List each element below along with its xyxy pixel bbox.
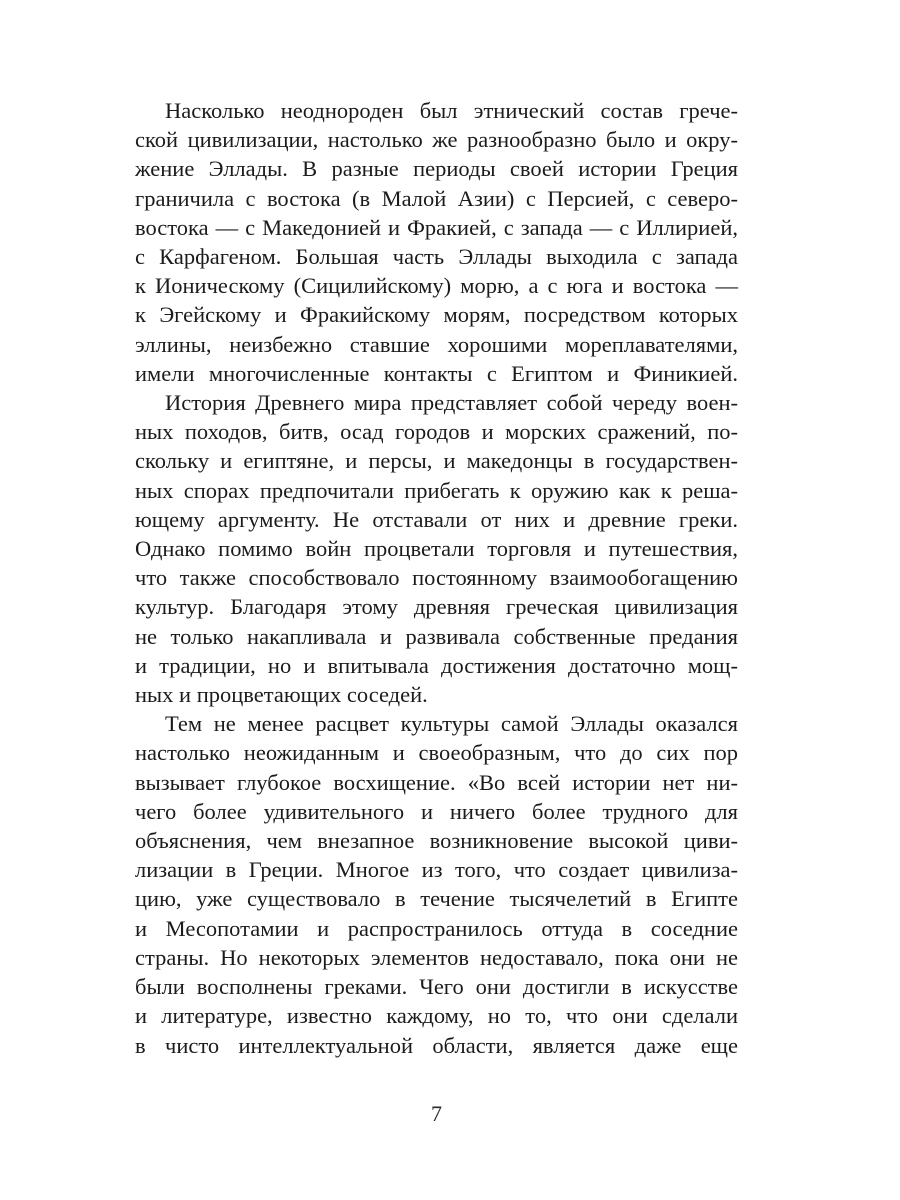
text-line: что также способствовало постоянному взаимообогащению	[135, 565, 738, 591]
text-line: лизации в Греции. Многое из того, что создает цивилиза-	[135, 857, 738, 883]
text-line: с Карфагеном. Большая часть Эллады выходила с запада	[135, 244, 738, 270]
text-line: к Эгейскому и Фракийскому морям, посредством которых	[135, 302, 738, 328]
text-line: и традиции, но и впитывала достижения достаточно мощ-	[135, 652, 738, 678]
text-line: настолько неожиданным и своеобразным, что до сих пор	[135, 740, 738, 766]
paragraph	[135, 388, 738, 709]
text-column	[135, 96, 738, 1060]
text-line: История Древнего мира представляет собой череду воен-	[165, 390, 738, 416]
text-line: ской цивилизации, настолько же разнообразно было и окру-	[135, 127, 738, 153]
text-line: Однако помимо войн процветали торговля и путешествия,	[135, 536, 738, 562]
page-number: 7	[431, 1101, 442, 1126]
text-line: Насколько неоднороден был этнический состав грече-	[165, 98, 738, 123]
text-line: имели многочисленные контакты с Египтом и Финикией.	[135, 360, 738, 386]
text-line: граничила с востока (в Малой Азии) с Персией, с северо-	[135, 185, 738, 211]
text-line: цию, уже существовало в течение тысячелетий в Египте	[135, 886, 738, 912]
text-line: вызывает глубокое восхищение. «Во всей истории нет ни-	[135, 769, 738, 795]
text-line: объяснения, чем внезапное возникновение высокой циви-	[135, 828, 738, 854]
text-line: культур. Благодаря этому древняя греческая цивилизация	[135, 594, 738, 620]
text-line: востока — с Македонией и Фракией, с запада — с Иллирией,	[135, 214, 738, 240]
text-line: и литературе, известно каждому, но то, что они сделали	[135, 1003, 738, 1029]
text-line: ющему аргументу. Не отставали от них и древние греки.	[135, 506, 738, 532]
text-line: не только накапливала и развивала собственные предания	[135, 623, 738, 649]
text-line: ных и процветающих соседей.	[135, 682, 428, 708]
text-line: были восполнены греками. Чего они достигли в искусстве	[135, 974, 738, 1000]
text-line: ных походов, битв, осад городов и морских сражений, по-	[135, 419, 738, 445]
text-line: скольку и египтяне, и персы, и македонцы в государствен-	[135, 448, 738, 474]
text-line: эллины, неизбежно ставшие хорошими мореплавателями,	[135, 331, 738, 357]
paragraph	[135, 709, 738, 1059]
text-line: к Ионическому (Сицилийскому) морю, а с юга и востока —	[135, 273, 738, 299]
text-line: жение Эллады. В разные периоды своей истории Греция	[135, 156, 738, 182]
text-line: в чисто интеллектуальной области, является даже еще	[135, 1032, 738, 1058]
text-line: чего более удивительного и ничего более трудного для	[135, 798, 738, 824]
text-line: страны. Но некоторых элементов недоставало, пока они не	[135, 944, 738, 970]
text-line: Тем не менее расцвет культуры самой Эллады оказался	[165, 711, 738, 737]
text-line: и Месопотамии и распространилось оттуда в соседние	[135, 915, 738, 941]
text-line: ных спорах предпочитали прибегать к оружию как к реша-	[135, 477, 738, 503]
paragraph	[135, 96, 738, 388]
